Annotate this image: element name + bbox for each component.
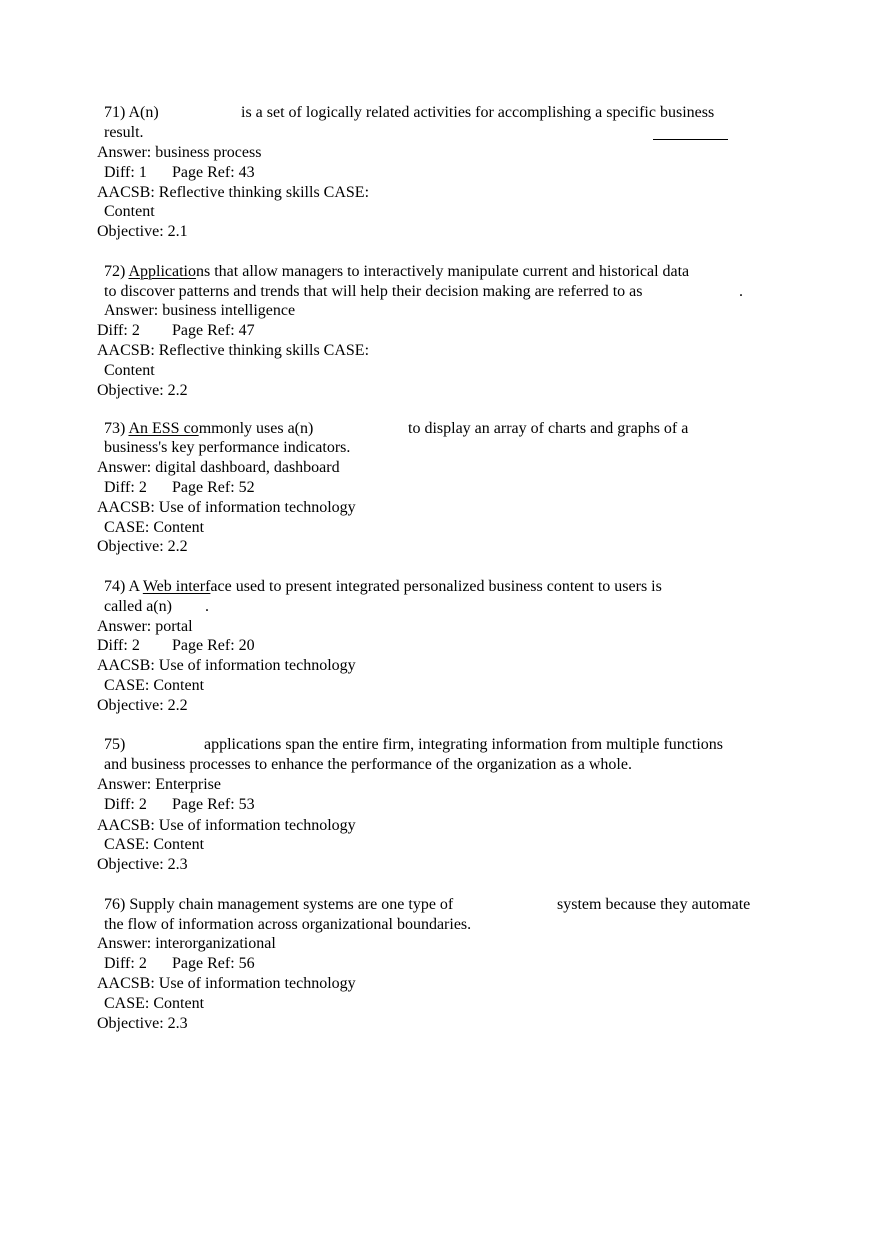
- question-continuation: ns that allow managers to interactively manipulate current and historical data: [196, 263, 690, 280]
- question-number: 72): [104, 263, 126, 280]
- question-text: the flow of information across organizational boundaries.: [104, 916, 472, 933]
- question-text: is a set of logically related activities for accomplishing a specific business: [241, 104, 715, 121]
- aacsb-text: AACSB: Use of information technology: [97, 499, 356, 516]
- difficulty-text: Diff: 2: [104, 955, 147, 972]
- page-ref-text: Page Ref: 53: [172, 796, 255, 813]
- question-text: [104, 419, 313, 439]
- question-text: system because they automate: [557, 896, 751, 913]
- objective-text: Objective: 2.2: [97, 382, 188, 399]
- question-text: applications span the entire firm, integrating information from multiple functions: [204, 736, 723, 753]
- aacsb-text: AACSB: Use of information technology: [97, 975, 356, 992]
- aacsb-text: AACSB: Use of information technology: [97, 817, 356, 834]
- answer-text: Answer: business intelligence: [104, 302, 296, 319]
- question-number: 74) A: [104, 578, 140, 595]
- question-text: and business processes to enhance the performance of the organization as a whole.: [104, 756, 632, 773]
- objective-text: Objective: 2.3: [97, 1015, 188, 1032]
- question-text: 75): [104, 736, 126, 753]
- difficulty-text: Diff: 2: [97, 637, 140, 654]
- page-ref-text: Page Ref: 47: [172, 322, 255, 339]
- case-text: Content: [104, 203, 155, 220]
- page-ref-text: Page Ref: 43: [172, 164, 255, 181]
- question-continuation: ace used to present integrated personalized business content to users is: [210, 578, 662, 595]
- objective-text: Objective: 2.2: [97, 538, 188, 555]
- aacsb-text: AACSB: Reflective thinking skills CASE:: [97, 184, 370, 201]
- difficulty-text: Diff: 1: [104, 164, 147, 181]
- difficulty-text: Diff: 2: [104, 479, 147, 496]
- question-number: 73): [104, 420, 126, 437]
- answer-text: Answer: Enterprise: [97, 776, 221, 793]
- case-text: Content: [104, 362, 155, 379]
- question-text: result.: [104, 124, 144, 141]
- underlined-text: An ESS co: [128, 420, 199, 437]
- case-text: CASE: Content: [104, 677, 205, 694]
- answer-blank-line: [653, 139, 728, 140]
- case-text: CASE: Content: [104, 519, 205, 536]
- question-text: [104, 262, 689, 282]
- answer-text: Answer: interorganizational: [97, 935, 276, 952]
- page-ref-text: Page Ref: 52: [172, 479, 255, 496]
- question-text: 76) Supply chain management systems are one type of: [104, 896, 454, 913]
- question-text: called a(n): [104, 598, 172, 615]
- page-ref-text: Page Ref: 20: [172, 637, 255, 654]
- question-text: 71) A(n): [104, 104, 159, 121]
- aacsb-text: AACSB: Reflective thinking skills CASE:: [97, 342, 370, 359]
- question-text: business's key performance indicators.: [104, 439, 351, 456]
- question-text: to discover patterns and trends that will help their decision making are referred to as: [104, 283, 643, 300]
- case-text: CASE: Content: [104, 836, 205, 853]
- answer-text: Answer: portal: [97, 618, 193, 635]
- difficulty-text: Diff: 2: [97, 322, 140, 339]
- answer-text: Answer: business process: [97, 144, 262, 161]
- question-end-period: .: [739, 283, 743, 300]
- underlined-text: Web interf: [142, 578, 211, 595]
- question-end-period: .: [205, 598, 209, 615]
- objective-text: Objective: 2.1: [97, 223, 188, 240]
- difficulty-text: Diff: 2: [104, 796, 147, 813]
- answer-text: Answer: digital dashboard, dashboard: [97, 459, 340, 476]
- aacsb-text: AACSB: Use of information technology: [97, 657, 356, 674]
- page-ref-text: Page Ref: 56: [172, 955, 255, 972]
- case-text: CASE: Content: [104, 995, 205, 1012]
- objective-text: Objective: 2.2: [97, 697, 188, 714]
- question-text: [104, 577, 662, 597]
- question-continuation: mmonly uses a(n): [198, 420, 314, 437]
- objective-text: Objective: 2.3: [97, 856, 188, 873]
- underlined-text: Applicatio: [128, 263, 196, 280]
- question-text: to display an array of charts and graphs of a: [408, 420, 689, 437]
